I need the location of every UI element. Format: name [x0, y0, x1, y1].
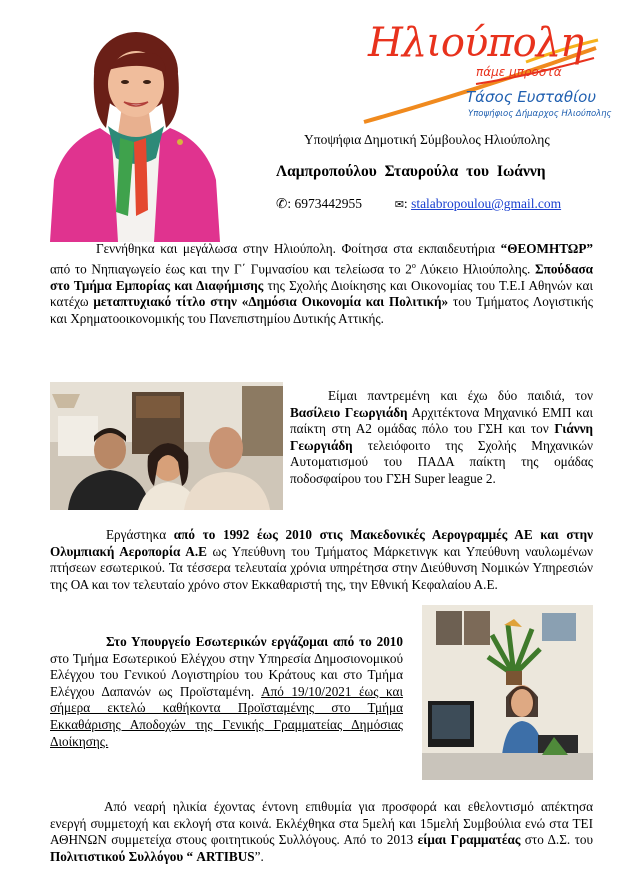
envelope-icon: ✉ [394, 199, 404, 211]
candidate-portrait [50, 30, 220, 242]
bio-paragraph-education: Γεννήθηκα και μεγάλωσα στην Ηλιούπολη. Φοίτησα στα εκπαιδευτήρια “ΘΕΟΜΗΤΩΡ” από το Νηπιαγωγείο έως και την Γ΄ Γυμνασίου και τελείωσα το $2^o$ Λύκειο Ηλιούπολης. Σπούδασα στο Τμήμα Εμπορίας και Διαφήμισης της Σχολής Διοίκησης και Οικονομίας του Τ.Ε.Ι Αθηνών και κατέχω μεταπτυχιακό τίτλο στην «Δημόσια Οικονομία και Πολιτική» του Τμήματος Λογιστικής και Χρηματοοικονομικής του Πανεπιστημίου Δυτικής Αττικής. [50, 241, 594, 326]
logo-slogan: πάμε μπροστά [476, 65, 562, 79]
bio-paragraph-career: Εργάστηκα από το 1992 έως 2010 στις Μακεδονικές Αερογραμμές ΑΕ και στην Ολυμπιακή Αεροπορία Α.Ε ως Υπεύθυνη του Τμήματος Μάρκετινγκ και Υπεύθυνη ναυλωμένων πτήσεων εσωτερικού. Τα τέσσερα τελευταία χρόνια υπηρέτησα στην Διεύθυνση Νομικών Υπηρεσιών της ΟΑ και τον τελευταίο χρόνο στον Εκκαθαριστή της, την Εθνική Κεφαλαίου Α.Ε. [50, 527, 593, 592]
portrait-illustration [50, 30, 220, 242]
candidate-role: Υποψήφια Δημοτική Σύμβουλος Ηλιούπολης [304, 132, 550, 147]
logo-main-text: Ηλιούπολη [368, 20, 584, 66]
family-photo [50, 382, 283, 510]
campaign-logo [358, 18, 612, 126]
phone-number: : 6973442955 [287, 196, 362, 211]
bio-paragraph-ministry: Στο Υπουργείο Εσωτερικών εργάζομαι από το 2010 στο Τμήμα Εσωτερικού Ελέγχου στην Υπηρεσία Δημοσιονομικού Ελέγχου του Γενικού Λογιστηρίου του Κράτους και στο Τμήμα Ελέγχου Δαπανών ως Προϊσταμένη. Από 19/10/2021 έως και σήμερα εκτελώ καθήκοντα Προϊσταμένης στο Τμήμα Εκκαθάρισης Αποδοχών της Γενικής Γραμματείας Δημόσιας Διοίκησης. [50, 634, 404, 749]
family-photo-illustration [50, 382, 283, 510]
candidate-name: Λαμπροπούλου Σταυρούλα του Ιωάννη [276, 163, 546, 180]
logo-candidate-role: Υποψήφιος Δήμαρχος Ηλιούπολης [468, 109, 612, 119]
office-photo-illustration [422, 605, 593, 780]
email-link[interactable]: stalabropoulou@gmail.com [411, 196, 562, 211]
bio-paragraph-volunteering: Από νεαρή ηλικία έχοντας έντονη επιθυμία για προσφορά και εθελοντισμό απέκτησα ενεργή συμμετοχή και εκλογή στα κοινά. Εκλέχθηκα στα 5μελή και 15μελή Συμβούλια ενώ στα ΤΕΙ ΑΘΗΝΩΝ συμμετείχα στους φοιτητικούς Συλλόγους. Από το 2013 είμαι Γραμματέας στο Δ.Σ. του Πολιτιστικού Συλλόγου “ ARTIBUS”. [50, 799, 593, 864]
logo-candidate-name: Τάσος Ευσταθίου [466, 88, 596, 106]
phone-icon: ✆ [276, 196, 288, 211]
contact-line: ✆: 6973442955 ✉: stalabropoulou@gmail.com [276, 196, 562, 211]
bio-paragraph-family: Είμαι παντρεμένη και έχω δύο παιδιά, τον Βασίλειο Γεωργιάδη Αρχιτέκτονα Μηχανικό ΕΜΠ και παίκτη στη Α2 ομάδας πόλο του ΓΣΗ και τον Γιάννη Γεωργιάδη τελειόφοιτο της Σχολής Μηχανικών Αυτοματισμού του ΠΑΔΑ παίκτη της ομάδας ποδοσφαίρου του ΓΣΗ Super league 2. [290, 388, 594, 486]
office-photo [422, 605, 593, 780]
